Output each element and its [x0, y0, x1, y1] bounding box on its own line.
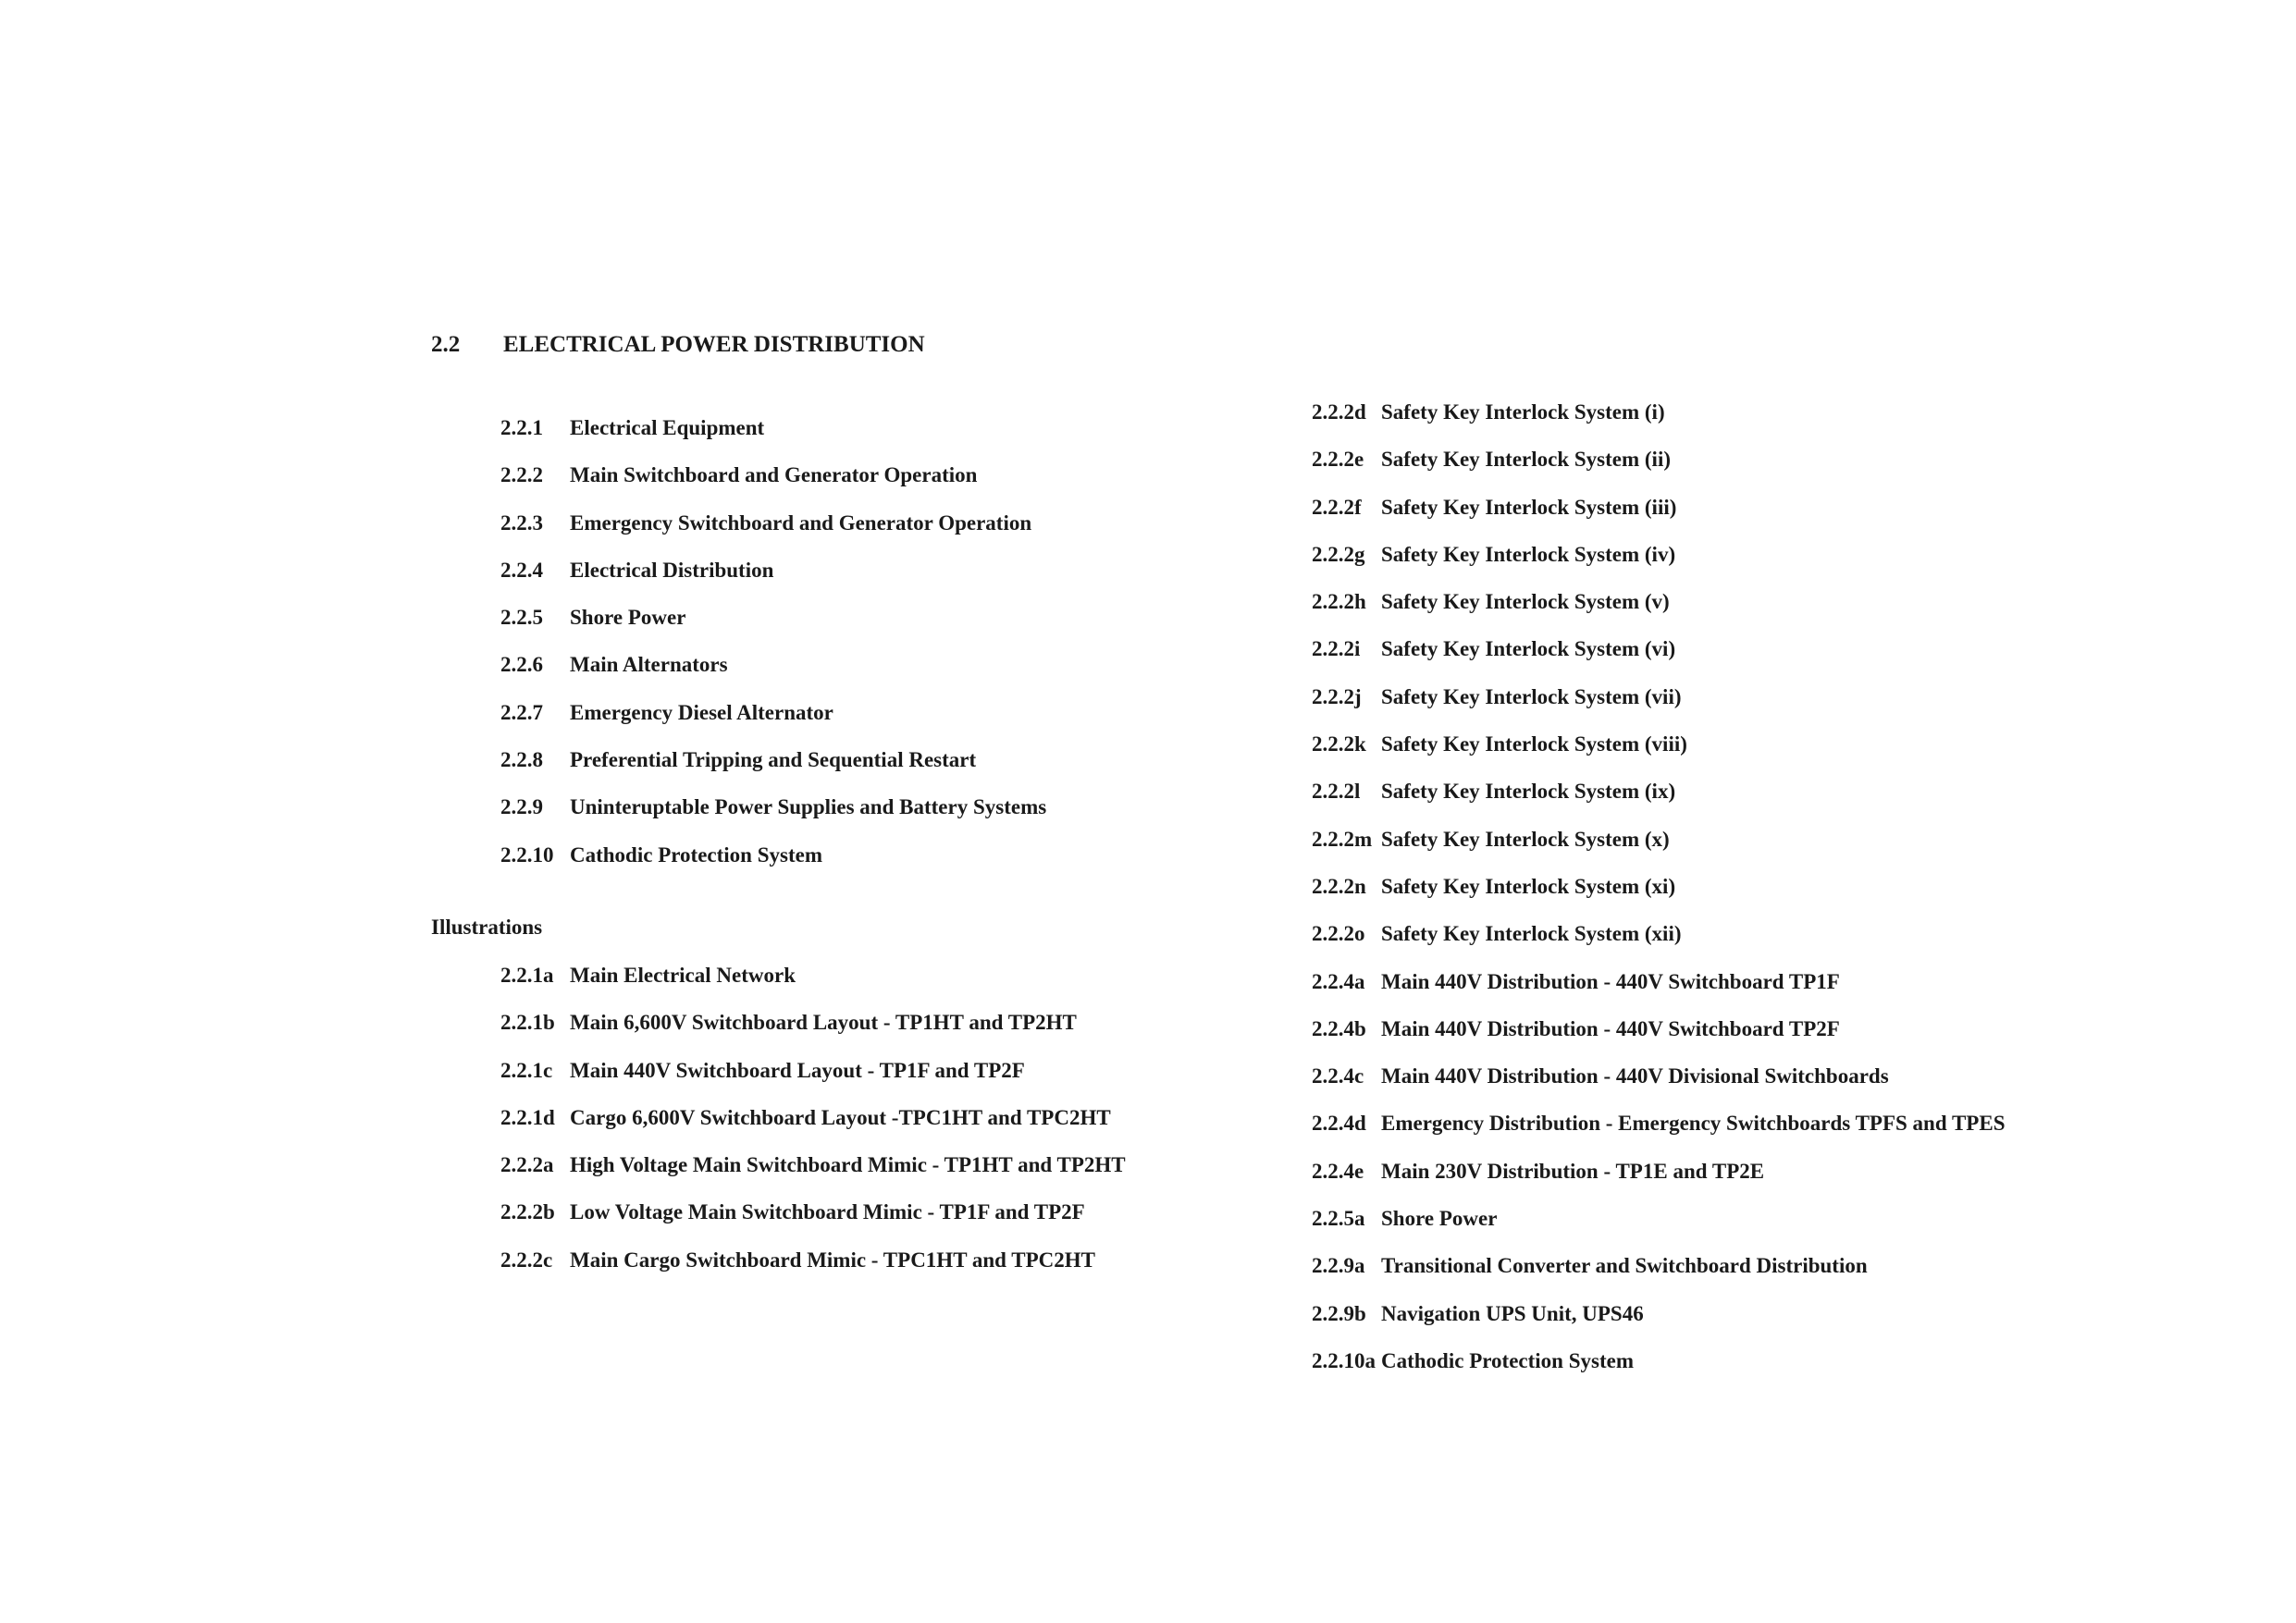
entry-number: 2.2.2d: [1312, 400, 1366, 424]
entry-title: Emergency Switchboard and Generator Operation: [570, 510, 1032, 535]
entry-number: 2.2.2j: [1312, 684, 1362, 708]
entry-number: 2.2.3: [500, 510, 543, 535]
entry-number: 2.2.2e: [1312, 448, 1364, 472]
toc-entry: [1312, 968, 2006, 1015]
entry-title: Shore Power: [1381, 1207, 1498, 1231]
entry-title: Main 230V Distribution - TP1E and TP2E: [1381, 1159, 1765, 1183]
toc-entry: [1312, 1015, 2006, 1063]
entry-number: 2.2.2o: [1312, 922, 1365, 946]
toc-entry: [500, 461, 1046, 509]
entry-title: Cathodic Protection System: [570, 842, 822, 867]
section-number: 2.2: [431, 332, 461, 357]
toc-entry: [1312, 873, 2006, 920]
toc-entry: [1312, 588, 2006, 635]
toc-entry: [1312, 446, 2006, 493]
toc-entry: [1312, 1300, 2006, 1347]
entry-number: 2.2.4e: [1312, 1159, 1364, 1183]
entry-title: Main 6,600V Switchboard Layout - TP1HT and TP2HT: [570, 1011, 1077, 1035]
toc-entry: [1312, 1110, 2006, 1157]
entry-number: 2.2.9b: [1312, 1301, 1366, 1325]
toc-entry: [500, 651, 1046, 698]
toc-entry: [1312, 683, 2006, 731]
entry-number: 2.2.8: [500, 748, 543, 772]
toc-entry: [500, 1151, 1126, 1199]
entry-title: Safety Key Interlock System (vii): [1381, 684, 1682, 708]
entry-number: 2.2.2a: [500, 1153, 554, 1177]
toc-entry: [1312, 1205, 2006, 1252]
toc-entry: [1312, 399, 2006, 446]
entry-number: 2.2.4b: [1312, 1016, 1366, 1040]
entry-number: 2.2.2h: [1312, 590, 1366, 614]
entry-title: Safety Key Interlock System (iii): [1381, 495, 1677, 519]
entry-number: 2.2.2: [500, 463, 543, 487]
toc-entry: [1312, 1158, 2006, 1205]
entry-number: 2.2.2b: [500, 1200, 555, 1224]
illustrations-heading: Illustrations: [431, 916, 543, 939]
entry-title: Transitional Converter and Switchboard Distribution: [1381, 1254, 1868, 1278]
entry-title: Main Electrical Network: [570, 964, 796, 987]
toc-entry: [500, 557, 1046, 604]
entry-title: Main 440V Switchboard Layout - TP1F and TP2F: [570, 1058, 1025, 1082]
toc-entry: [1312, 635, 2006, 682]
entry-title: Safety Key Interlock System (xii): [1381, 922, 1682, 946]
toc-entry: [500, 962, 1126, 1009]
entry-title: Safety Key Interlock System (i): [1381, 400, 1665, 424]
entry-title: High Voltage Main Switchboard Mimic - TP1HT and TP2HT: [570, 1153, 1126, 1177]
section-title: ELECTRICAL POWER DISTRIBUTION: [503, 332, 925, 357]
toc-entry: [500, 1199, 1126, 1246]
entry-title: Safety Key Interlock System (vi): [1381, 637, 1676, 661]
toc-entry: [1312, 1252, 2006, 1299]
toc-entry: [1312, 826, 2006, 873]
entry-number: 2.2.2m: [1312, 827, 1373, 851]
toc-entry: [1312, 1347, 2006, 1395]
entry-number: 2.2.2l: [1312, 780, 1361, 804]
entry-number: 2.2.10a: [1312, 1348, 1376, 1372]
toc-entry: [500, 1009, 1126, 1056]
entry-title: Electrical Distribution: [570, 558, 774, 582]
entry-number: 2.2.5: [500, 606, 543, 630]
entry-title: Emergency Distribution - Emergency Switchboards TPFS and TPES: [1381, 1112, 2006, 1136]
toc-entry: [500, 842, 1046, 889]
entry-title: Preferential Tripping and Sequential Restart: [570, 748, 977, 772]
entry-number: 2.2.5a: [1312, 1207, 1365, 1231]
entry-number: 2.2.4c: [1312, 1064, 1364, 1088]
entry-number: 2.2.7: [500, 700, 543, 724]
entry-number: 2.2.2n: [1312, 874, 1366, 898]
entry-number: 2.2.2k: [1312, 732, 1366, 756]
toc-entry: [1312, 920, 2006, 967]
entry-title: Safety Key Interlock System (v): [1381, 590, 1670, 614]
entry-number: 2.2.1: [500, 416, 543, 439]
entry-title: Low Voltage Main Switchboard Mimic - TP1F and TP2F: [570, 1200, 1085, 1224]
toc-entry: [500, 699, 1046, 746]
toc-entry: [1312, 731, 2006, 778]
entry-number: 2.2.1a: [500, 964, 554, 987]
illustrations-list-right: [1312, 399, 2006, 1395]
entry-title: Main Alternators: [570, 653, 728, 677]
entry-title: Main Cargo Switchboard Mimic - TPC1HT and TPC2HT: [570, 1248, 1096, 1272]
entry-number: 2.2.2c: [500, 1248, 553, 1272]
section-heading: [431, 329, 925, 361]
entry-title: Main 440V Distribution - 440V Switchboard TP1F: [1381, 969, 1840, 993]
toc-entry: [1312, 494, 2006, 541]
entry-title: Safety Key Interlock System (x): [1381, 827, 1670, 851]
entry-title: Safety Key Interlock System (iv): [1381, 542, 1676, 566]
entry-title: Safety Key Interlock System (ix): [1381, 780, 1676, 804]
entry-number: 2.2.4a: [1312, 969, 1365, 993]
toc-entry: [1312, 1063, 2006, 1110]
entry-title: Shore Power: [570, 606, 686, 630]
entry-title: Main 440V Distribution - 440V Switchboard TP2F: [1381, 1016, 1840, 1040]
entry-number: 2.2.9: [500, 795, 543, 819]
contents-list: [500, 414, 1046, 889]
illustrations-list-left: [500, 962, 1126, 1294]
entry-title: Safety Key Interlock System (xi): [1381, 874, 1676, 898]
toc-entry: [500, 510, 1046, 557]
entry-title: Uninteruptable Power Supplies and Battery Systems: [570, 795, 1047, 819]
entry-number: 2.2.1c: [500, 1058, 553, 1082]
toc-entry: [1312, 778, 2006, 825]
entry-title: Main Switchboard and Generator Operation: [570, 463, 978, 487]
entry-number: 2.2.10: [500, 842, 554, 867]
toc-entry: [500, 1057, 1126, 1104]
entry-number: 2.2.6: [500, 653, 543, 677]
toc-entry: [500, 1104, 1126, 1151]
toc-entry: [1312, 541, 2006, 588]
entry-title: Navigation UPS Unit, UPS46: [1381, 1301, 1644, 1325]
toc-entry: [500, 604, 1046, 651]
toc-entry: [500, 1247, 1126, 1294]
entry-title: Safety Key Interlock System (ii): [1381, 448, 1671, 472]
entry-number: 2.2.1d: [500, 1105, 555, 1129]
entry-number: 2.2.2g: [1312, 542, 1365, 566]
entry-number: 2.2.9a: [1312, 1254, 1365, 1278]
entry-title: Emergency Diesel Alternator: [570, 700, 833, 724]
entry-title: Cargo 6,600V Switchboard Layout -TPC1HT and TPC2HT: [570, 1105, 1111, 1129]
entry-title: Electrical Equipment: [570, 416, 765, 439]
toc-entry: [500, 414, 1046, 461]
entry-number: 2.2.4: [500, 558, 543, 582]
toc-entry: [500, 793, 1046, 841]
toc-entry: [500, 746, 1046, 793]
entry-number: 2.2.4d: [1312, 1112, 1366, 1136]
entry-title: Main 440V Distribution - 440V Divisional Switchboards: [1381, 1064, 1889, 1088]
entry-title: Cathodic Protection System: [1381, 1348, 1634, 1372]
entry-number: 2.2.2i: [1312, 637, 1361, 661]
entry-number: 2.2.2f: [1312, 495, 1362, 519]
entry-number: 2.2.1b: [500, 1011, 555, 1035]
entry-title: Safety Key Interlock System (viii): [1381, 732, 1687, 756]
